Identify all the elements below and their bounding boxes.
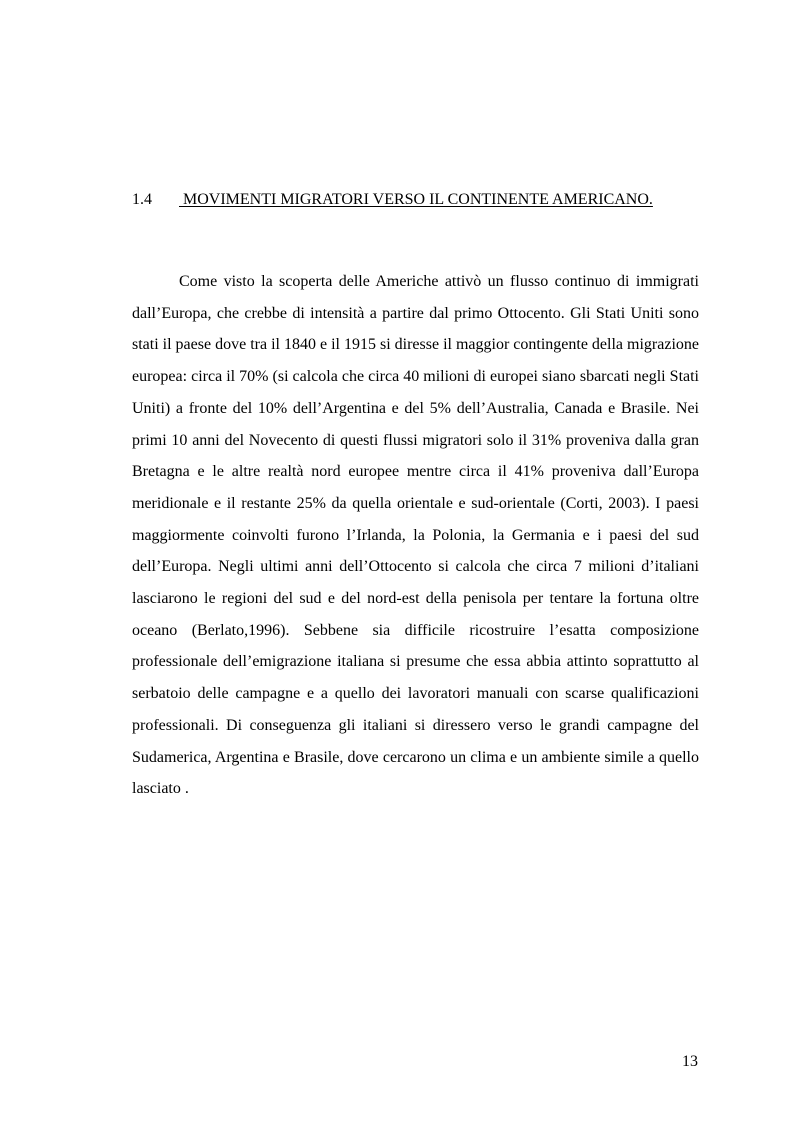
body-paragraph: Come visto la scoperta delle Americhe attivò un flusso continuo di immigrati dall’Europa, che crebbe di intensità a partire dal primo Ottocento. Gli Stati Uniti sono stati il paese dove tra il 1840 e il 1915 si diresse il maggior contingente della migrazione europea: circa il 70% (si calcola che circa 40 milioni di europei siano sbarcati negli Stati Uniti) a fronte del 10% dell’Argentina e del 5% dell’Australia, Canada e Brasile. Nei primi 10 anni del Novecento di questi flussi migratori solo il 31% proveniva dalla gran Bretagna e le altre realtà nord europee mentre circa il 41% proveniva dall’Europa meridionale e il restante 25% da quella orientale e sud-orientale (Corti, 2003). I paesi maggiormente coinvolti furono l’Irlanda, la Polonia, la Germania e i paesi del sud dell’Europa. Negli ultimi anni dell’Ottocento si calcola che circa 7 milioni d’italiani lasciarono le regioni del sud e del nord-est della penisola per tentare la fortuna oltre oceano (Berlato,1996). Sebbene sia difficile ricostruire l’esatta composizione professionale dell’emigrazione italiana si presume che essa abbia attinto soprattutto al serbatoio delle campagne e a quello dei lavoratori manuali con scarse qualificazioni professionali. Di conseguenza gli italiani si diressero verso le grandi campagne del Sudamerica, Argentina e Brasile, dove cercarono un clima e un ambiente simile a quello lasciato . bbox=[132, 273, 699, 798]
section-heading bbox=[132, 189, 702, 211]
section-number: 1.4 bbox=[132, 191, 152, 208]
page-number: 13 bbox=[682, 1053, 698, 1070]
section-title: MOVIMENTI MIGRATORI VERSO IL CONTINENTE AMERICANO. bbox=[179, 191, 653, 208]
